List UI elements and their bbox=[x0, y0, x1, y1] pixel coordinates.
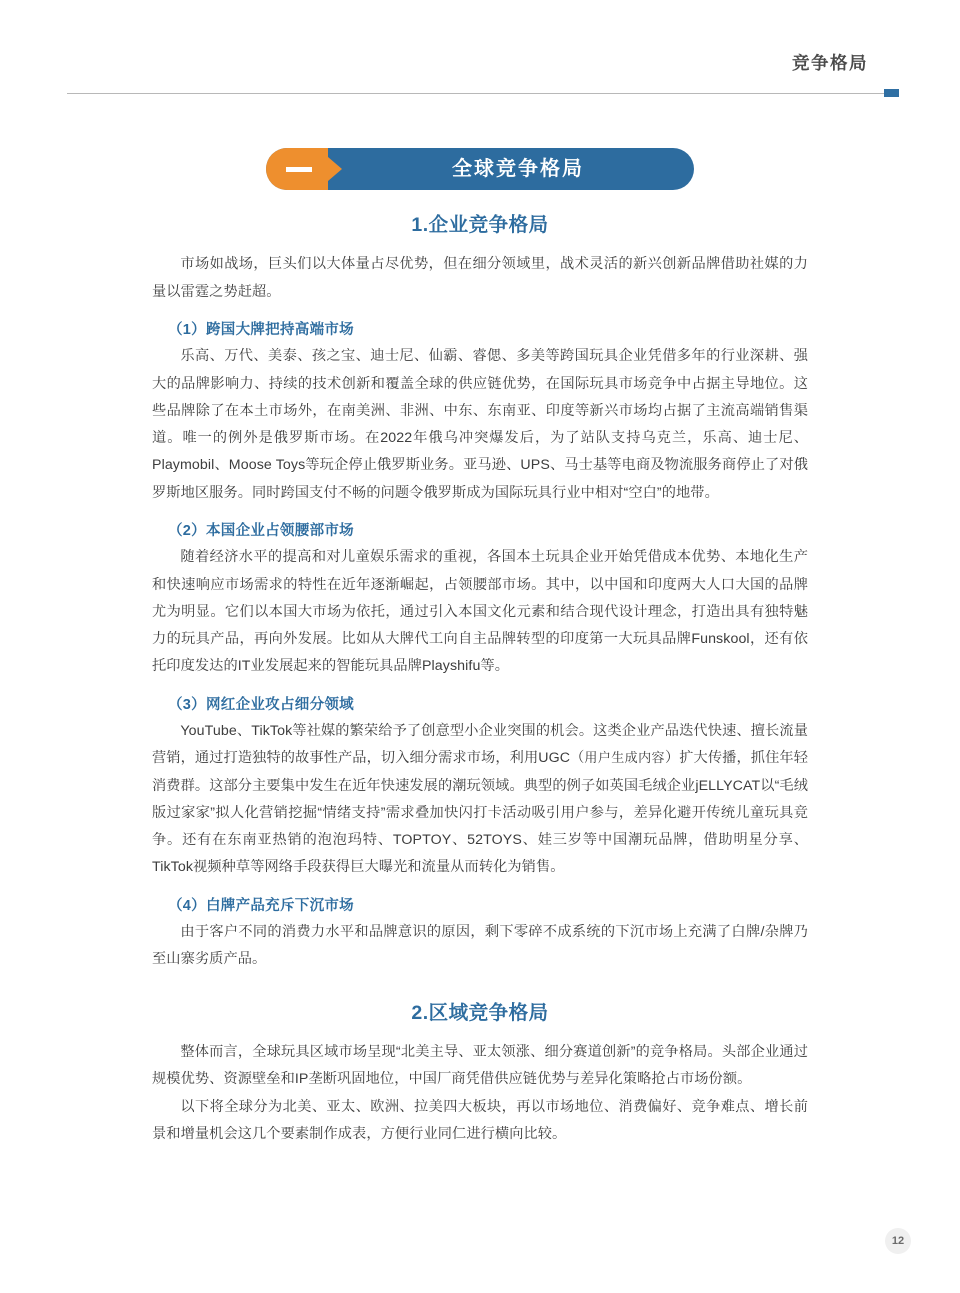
section-2-paragraph-1: 整体而言，全球玩具区域市场呈现“北美主导、亚太领涨、细分赛道创新”的竞争格局。头部企业通过规模优势、资源壁垒和IP垄断巩固地位，中国厂商凭借供应链优势与差异化策略抢占市场份额。 bbox=[152, 1044, 808, 1088]
subsection-1-body: 乐高、万代、美泰、孩之宝、迪士尼、仙霸、睿偲、多美等跨国玩具企业凭借多年的行业深耕、强大的品牌影响力、持续的技术创新和覆盖全球的供应链优势，在国际玩具市场竞争中占据主导地位。这些品牌除了在本土市场外，在南美洲、非洲、中东、东南亚、印度等新兴市场均占据了主流高端销售渠道。唯一的例外是俄罗斯市场。在2022年俄乌冲突爆发后，为了站队支持乌克兰，乐高、迪士尼、Playmobil、Moose Toys等玩企停止俄罗斯业务。亚马逊、UPS、马士基等电商及物流服务商停止了对俄罗斯地区服务。同时跨国支付不畅的问题令俄罗斯成为国际玩具行业中相对“空白”的地带。 bbox=[152, 348, 808, 501]
header-accent-square-icon bbox=[884, 89, 899, 97]
subsection-1-heading: （1）跨国大牌把持高端市场 bbox=[168, 321, 354, 338]
subsection-3-body-ugc-gloss: 用户生成内容 bbox=[584, 750, 665, 766]
page-header bbox=[0, 0, 960, 100]
document-content bbox=[152, 206, 808, 1148]
section-1-heading: 1.企业竞争格局 bbox=[411, 214, 549, 236]
subsection-3-body-part2: ）扩大传播，抓住年轻消费群。这部分主要集中发生在近年快速发展的潮玩领域。典型的例子如英国毛绒企业jELLYCAT以“毛绒版过家家”拟人化营销挖掘“情绪支持”需求叠加快闪打卡活动吸引用户参与，差异化避开传统儿童玩具竞争。还有在东南亚热销的泡泡玛特、TOPTOY、52TOYS、娃三岁等中国潮玩品牌，借助明星分享、TikTok视频种草等网络手段获得巨大曝光和流量从而转化为销售。 bbox=[152, 750, 808, 876]
section-2-paragraph-2: 以下将全球分为北美、亚太、欧洲、拉美四大板块，再以市场地位、消费偏好、竞争难点、增长前景和增量机会这几个要素制作成表，方便行业同仁进行横向比较。 bbox=[152, 1098, 808, 1142]
banner-title: 全球竞争格局 bbox=[452, 158, 584, 180]
subsection-4-heading: （4）白牌产品充斥下沉市场 bbox=[168, 897, 354, 914]
subsection-2-heading: （2）本国企业占领腰部市场 bbox=[168, 522, 354, 539]
section-2-heading: 2.区域竞争格局 bbox=[411, 1001, 549, 1024]
subsection-3-body bbox=[152, 718, 808, 882]
subsection-3-heading: （3）网红企业攻占细分领域 bbox=[168, 696, 354, 713]
section-1-intro: 市场如战场，巨头们以大体量占尽优势，但在细分领域里，战术灵活的新兴创新品牌借助社媒的力量以雷霆之势赶超。 bbox=[152, 256, 808, 300]
subsection-3-body-part1: YouTube、TikTok等社媒的繁荣给予了创意型小企业突围的机会。这类企业产品迭代快速、擅长流量营销，通过打造独特的故事性产品，切入细分需求市场，利用UGC（ bbox=[152, 723, 808, 767]
section-banner bbox=[266, 148, 694, 190]
page-number: 12 bbox=[885, 1228, 911, 1254]
header-title: 竞争格局 bbox=[792, 53, 868, 73]
subsection-4-body: 由于客户不同的消费力水平和品牌意识的原因，剩下零碎不成系统的下沉市场上充满了白牌/杂牌乃至山寨劣质产品。 bbox=[152, 924, 808, 968]
subsection-2-body: 随着经济水平的提高和对儿童娱乐需求的重视，各国本土玩具企业开始凭借成本优势、本地化生产和快速响应市场需求的特性在近年逐渐崛起，占领腰部市场。其中，以中国和印度两大人口大国的品牌尤为明显。它们以本国大市场为依托，通过引入本国文化元素和结合现代设计理念，打造出具有独特魅力的玩具产品，再向外发展。比如从大牌代工向自主品牌转型的印度第一大玩具品牌Funskool，还有依托印度发达的IT业发展起来的智能玩具品牌Playshifu等。 bbox=[152, 549, 808, 675]
banner-arrow-icon bbox=[328, 157, 342, 181]
dash-icon bbox=[286, 167, 312, 172]
header-divider bbox=[67, 93, 885, 94]
